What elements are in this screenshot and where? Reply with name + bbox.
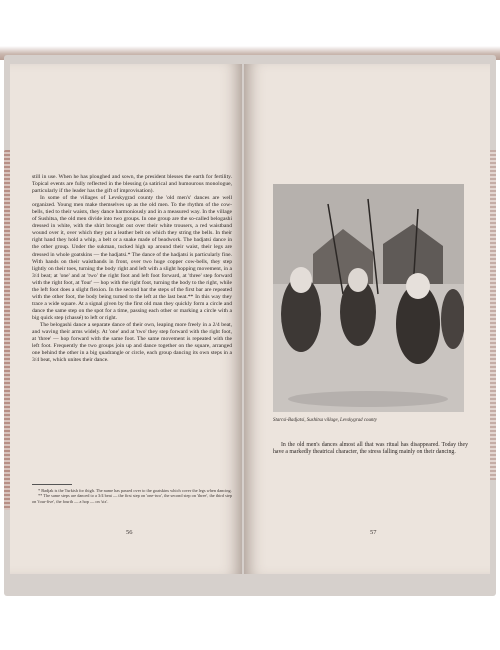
paragraph: In the old men's dances almost all that was ritual has disappeared. Today they have a markedly theatrical character, the stress falling mainly on their dancing. (273, 442, 468, 456)
photo-caption: Starcsi-Badjatsi, Sushitsa village, Levskygrad county (273, 418, 377, 423)
left-body-text (32, 174, 232, 364)
paragraph: The belogashi dance a separate dance of their own, leaping more freely in a 2/4 beat, and waving their arms widely. At 'one' and at 'two' they step forward with the right foot, at 'three' — hop forward with the same foot. The same movement is repeated with the left foot. Frequently the two groups join up and dance together on the square, arranged one behind the other in a big quadrangle or circle, each group dancing its own steps in a 3/4 beat, which unites their dance. (32, 321, 232, 364)
left-page (10, 64, 242, 574)
page-number-left: 56 (126, 529, 133, 536)
dancers-photograph (273, 184, 464, 412)
page-stack-right (490, 150, 496, 480)
footnote-rule (32, 484, 72, 485)
paragraph: In some of the villages of Levskygrad county the 'old men's' dances are well organized. Young men make themselves up as the old men. To the rhythm of the cow-bells, tied to their waists, they dance harmoniously and in a measured way. In the village of Sushitsa, the old men divide into two groups. In one group are the so-called belogashi dressed in white, with the shirt brought out over their white trousers, a red waistband wound over it, over which they put a leather belt on which they string the bells. In their right hand they hold a whip, a belt or a snake made of beadwork. The badjatsi dance in the other group. Under the sukman, tucked high up around their waist, their legs are dressed in whole goatskins — the hadjatsi.* The dance of the hadjatsi is particularly fine. With hands on their waistbands in front, over two huge copper cow-bells, they step lightly on their toes, turning the body right and left with a slight hopping movement, in a 3/4 beat; at 'one' and at 'two' the right foot and left foot forward, at 'three' step forward with the right foot, at 'four' — hop with the right foot, turning the body to the right, while the left foot does a slight flexion. In the second bar the steps of the first bar are repeated with the other foot, the body being turned to the left at the last beat.** In this way they trace a wide square. At a signal given by the first old man they quickly form a circle and dance the same step on the spot for a time, passing each other or marking a circle with a big quick step (chassé) to left or right. (32, 195, 232, 321)
right-page (244, 64, 490, 574)
footnote: * Badjak is the Turkish for thigh. The name has passed over to the goatskins which cover the legs when dancing. (38, 488, 232, 493)
footnotes (32, 488, 232, 504)
footnote: ** The same steps are danced to a 3/4 beat — the first step on 'one-two', the second step on 'three', the third step on 'four-five', the fourth — a hop — on 'six'. (32, 493, 232, 504)
page-number-right: 57 (370, 529, 377, 536)
right-body-text (273, 442, 468, 456)
book-top-edge (0, 0, 500, 60)
paragraph: still in use. When he has ploughed and sown, the president blesses the earth for fertility. Topical events are fully reflected in the blessing (a satirical and humourous monologue, particularly if the leader has the gift of improvisation). (32, 174, 232, 195)
photo-illustration (273, 184, 464, 412)
